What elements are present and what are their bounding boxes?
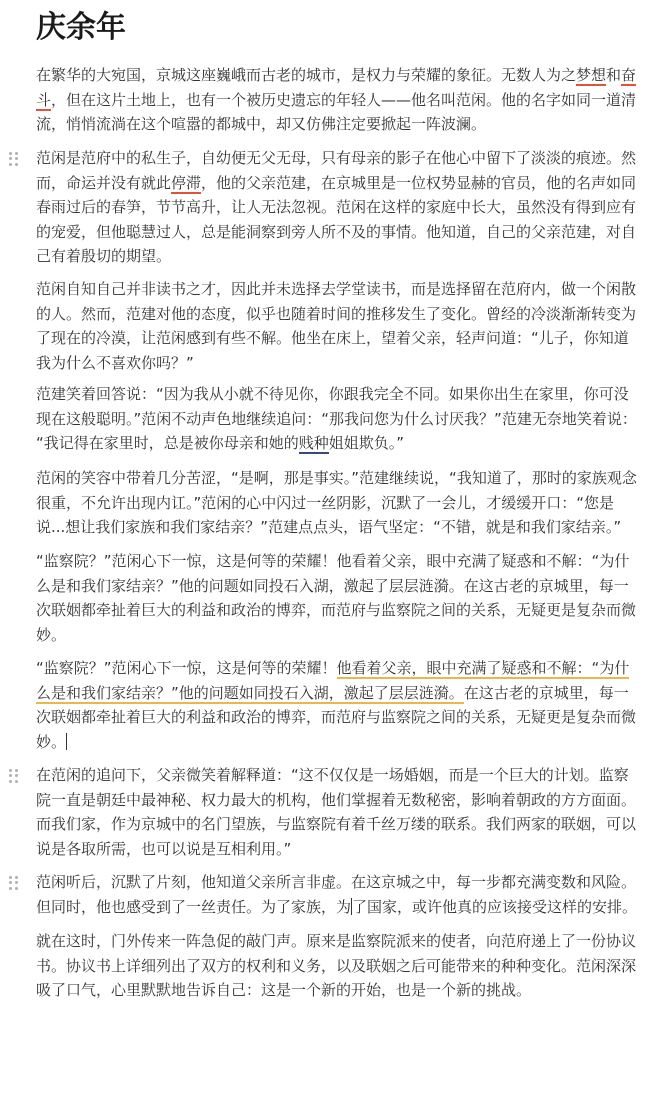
text-line: 我为什么不喜欢你吗？” bbox=[36, 353, 194, 372]
text-line: 流，悄悄流淌在这个喧嚣的都城中，却又仿佛注定要掀起一阵波澜。 bbox=[36, 115, 487, 133]
text-line: 范闲是范府中的私生子，自幼便无父无母，只有母亲的影子在他心中留下了淡淡的痕迹。然 bbox=[36, 149, 637, 167]
text-line: 妙。 bbox=[36, 625, 67, 644]
text-line: 己有着殷切的期望。 bbox=[36, 247, 172, 265]
spellcheck-underline[interactable]: 停滞 bbox=[171, 173, 202, 192]
paragraph[interactable] bbox=[36, 870, 636, 919]
spellcheck-underline[interactable]: 奋 bbox=[621, 66, 637, 84]
text-line: 吸了口气，心里默默地告诉自己：这是一个新的开始，也是一个新的挑战。 bbox=[36, 981, 532, 999]
drag-handle-icon[interactable] bbox=[9, 152, 19, 166]
text-line: 了现在的冷漠，让范闲感到有些不解。他坐在床上，望着父亲，轻声问道：“儿子，你知道 bbox=[36, 329, 629, 347]
text-line: 很重，不允许出现内讧。”范闲的心中闪过一丝阴影，沉默了一会儿，才缓缓开口：“您是 bbox=[36, 493, 615, 512]
text-line: 而，命运并没有就此停滞，他的父亲范建，在京城里是一位权势显赫的官员，他的名声如同 bbox=[36, 173, 637, 192]
text-line: 现在这般聪明。”范闲不动声色地继续追问：“那我问您为什么讨厌我？”范建无奈地笑着说： bbox=[36, 409, 637, 428]
text-line: 范闲的笑容中带着几分苦涩，“是啊，那是事实。”范建继续说，“我知道了，那时的家族观念 bbox=[36, 469, 637, 487]
text-line: 范闲自知自己并非读书之才，因此并未选择去学堂读书，而是选择留在范府内，做一个闲散 bbox=[36, 280, 637, 298]
text-line: 妙。 bbox=[36, 732, 67, 751]
text-line: 但同时，他也感受到了一丝责任。为了家族，为了国家，或许他真的应该接受这样的安排。 bbox=[36, 897, 638, 916]
comment-underline[interactable]: 么是和我们家结亲？”他的问题如同投石入湖，激起了层层涟漪。 bbox=[36, 683, 464, 702]
document-title: 庆余年 bbox=[36, 10, 126, 45]
text-line: “监察院？”范闲心下一惊，这是何等的荣耀！他看着父亲，眼中充满了疑惑和不解：“为什 bbox=[36, 659, 630, 677]
text-line: 么是和我们家结亲？”他的问题如同投石入湖，激起了层层涟漪。在这古老的京城里，每一 bbox=[36, 683, 629, 702]
comment-underline[interactable]: 他看着父亲，眼中充满了疑惑和不解：“为什 bbox=[336, 659, 630, 677]
text-line: 范闲听后，沉默了片刻，他知道父亲所言非虚。在这京城之中，每一步都充满变数和风险。 bbox=[36, 873, 637, 891]
text-line: 在范闲的追问下，父亲微笑着解释道：“这不仅仅是一场婚姻，而是一个巨大的计划。监察 bbox=[36, 766, 629, 784]
text-line: 院一直是朝廷中最神秘、权力最大的机构，他们掌握着无数秘密，影响着朝政的方方面面。 bbox=[36, 790, 637, 809]
spellcheck-underline[interactable]: 贱种 bbox=[298, 434, 329, 452]
text-line: 么是和我们家结亲？”他的问题如同投石入湖，激起了层层涟漪。在这古老的京城里，每一 bbox=[36, 576, 629, 595]
paragraph[interactable] bbox=[36, 63, 636, 137]
text-line: 范建笑着回答说：“因为我从小就不待见你，你跟我完全不同。如果你出生在家里，你可没 bbox=[36, 385, 629, 403]
spellcheck-underline[interactable]: 斗 bbox=[36, 90, 52, 109]
text-line: 书。协议书上详细列出了双方的权利和义务，以及联姻之后可能带来的种种变化。范闲深深 bbox=[36, 956, 637, 975]
text-line: 在繁华的大宛国，京城这座巍峨而古老的城市，是权力与荣耀的象征。无数人为之梦想和奋 bbox=[36, 66, 637, 84]
text-line: 而我们家，作为京城中的名门望族，与监察院有着千丝万缕的联系。我们两家的联姻，可以 bbox=[36, 815, 637, 833]
paragraph[interactable] bbox=[36, 763, 636, 861]
text-line: 次联姻都牵扯着巨大的利益和政治的博弈，而范府与监察院之间的关系，无疑更是复杂而微 bbox=[36, 601, 637, 619]
drag-handle-icon[interactable] bbox=[9, 876, 19, 890]
text-line: 说...想让我们家族和我们家结亲？”范建点点头，语气坚定：“不错，就是和我们家结亲。” bbox=[36, 518, 622, 536]
paragraph[interactable] bbox=[36, 549, 636, 647]
paragraph[interactable] bbox=[36, 656, 636, 754]
text-line: “监察院？”范闲心下一惊，这是何等的荣耀！他看着父亲，眼中充满了疑惑和不解：“为什 bbox=[36, 552, 630, 570]
text-line: 的宠爱，但他聪慧过人，总是能洞察到旁人所不及的事情。他知道，自己的父亲范建，对自 bbox=[36, 222, 637, 241]
paragraph[interactable] bbox=[36, 929, 636, 1003]
spellcheck-underline[interactable]: 梦想 bbox=[576, 66, 607, 84]
text-line: 春雨过后的春笋，节节高升，让人无法忽视。范闲在这样的家庭中长大，虽然没有得到应有 bbox=[36, 198, 637, 216]
text-line: 就在这时，门外传来一阵急促的敲门声。原来是监察院派来的使者，向范府递上了一份协议 bbox=[36, 932, 637, 950]
text-line: “我记得在家里时，总是被你母亲和她的贱种姐姐欺负。” bbox=[36, 434, 405, 452]
paragraph[interactable] bbox=[36, 382, 636, 456]
drag-handle-icon[interactable] bbox=[9, 769, 19, 783]
text-line: 斗，但在这片土地上，也有一个被历史遗忘的年轻人——他名叫范闲。他的名字如同一道清 bbox=[36, 90, 637, 109]
paragraph[interactable] bbox=[36, 466, 636, 540]
text-cursor bbox=[66, 733, 67, 750]
text-line: 说是各取所需，也可以说是互相利用。” bbox=[36, 839, 292, 858]
paragraph[interactable] bbox=[36, 277, 636, 375]
text-line: 的人。然而，范建对他的态度，似乎也随着时间的推移发生了变化。曾经的冷淡渐渐转变为 bbox=[36, 304, 637, 323]
text-line: 次联姻都牵扯着巨大的利益和政治的博弈，而范府与监察院之间的关系，无疑更是复杂而微 bbox=[36, 708, 637, 726]
paragraph[interactable] bbox=[36, 146, 636, 269]
